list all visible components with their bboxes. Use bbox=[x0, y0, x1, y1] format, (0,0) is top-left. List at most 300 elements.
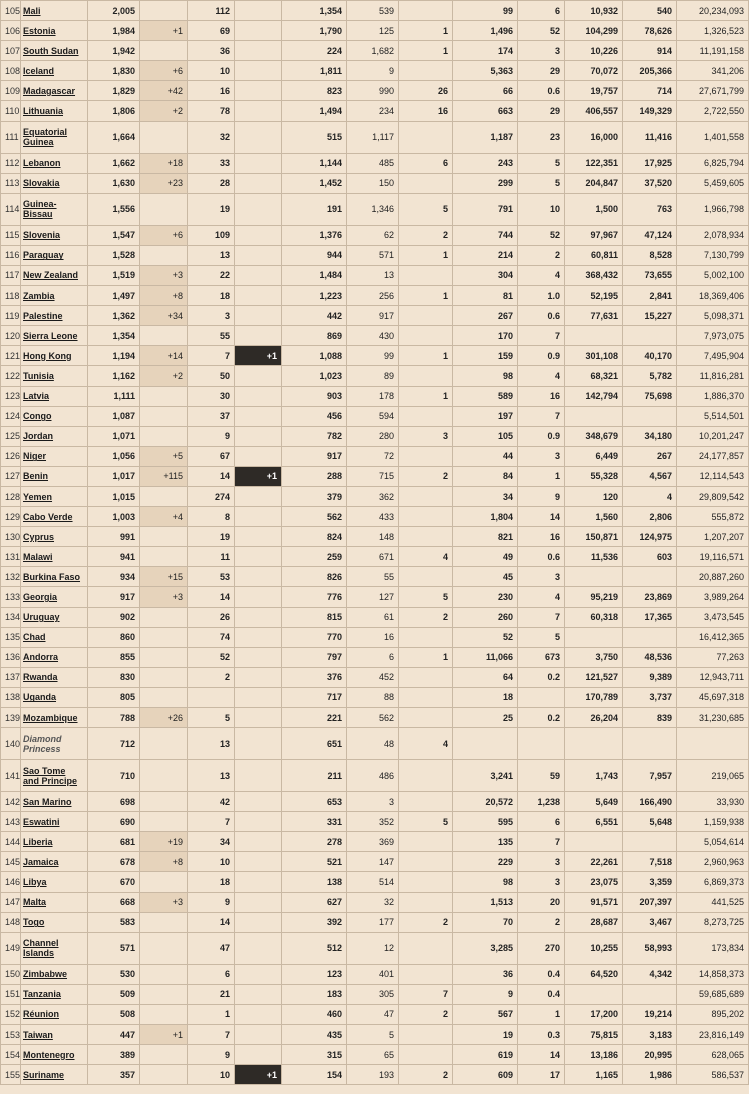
total-cases-cell: 1,830 bbox=[88, 61, 140, 81]
table-row bbox=[1, 872, 749, 892]
active-cases-cell: 433 bbox=[347, 507, 399, 527]
new-cases-cell bbox=[140, 245, 188, 265]
active-cases-cell: 571 bbox=[347, 245, 399, 265]
population-cell: 16,412,365 bbox=[677, 627, 749, 647]
active-cases-cell: 1,346 bbox=[347, 193, 399, 225]
new-cases-cell bbox=[140, 964, 188, 984]
active-cases-cell: 148 bbox=[347, 527, 399, 547]
country-cell bbox=[21, 346, 88, 366]
new-deaths-cell bbox=[235, 760, 282, 792]
tests-per-million-cell: 37,520 bbox=[623, 173, 677, 193]
country-link[interactable]: Palestine bbox=[23, 310, 63, 321]
rank-cell: 123 bbox=[1, 386, 21, 406]
rank-cell: 144 bbox=[1, 832, 21, 852]
new-cases-cell bbox=[140, 326, 188, 346]
tests-per-million-cell: 58,993 bbox=[623, 932, 677, 964]
total-tests-cell: 1,165 bbox=[565, 1065, 623, 1085]
active-cases-cell: 486 bbox=[347, 760, 399, 792]
total-cases-cell: 1,630 bbox=[88, 173, 140, 193]
total-cases-cell: 447 bbox=[88, 1025, 140, 1045]
table-row bbox=[1, 547, 749, 567]
active-cases-cell: 5 bbox=[347, 1025, 399, 1045]
total-tests-cell: 55,328 bbox=[565, 466, 623, 486]
cases-per-million-cell: 567 bbox=[453, 1004, 518, 1024]
total-tests-cell bbox=[565, 832, 623, 852]
country-cell bbox=[21, 567, 88, 587]
cases-per-million-cell: 98 bbox=[453, 366, 518, 386]
total-cases-cell: 1,528 bbox=[88, 245, 140, 265]
total-cases-cell: 1,056 bbox=[88, 446, 140, 466]
country-cell bbox=[21, 587, 88, 607]
tests-per-million-cell: 267 bbox=[623, 446, 677, 466]
rank-cell: 111 bbox=[1, 121, 21, 153]
country-link[interactable]: Libya bbox=[23, 877, 47, 888]
population-cell: 3,473,545 bbox=[677, 607, 749, 627]
country-cell bbox=[21, 41, 88, 61]
total-recovered-cell: 1,223 bbox=[282, 286, 347, 306]
country-link[interactable]: Paraguay bbox=[23, 250, 64, 261]
total-cases-cell: 571 bbox=[88, 932, 140, 964]
total-tests-cell: 68,321 bbox=[565, 366, 623, 386]
total-recovered-cell: 1,376 bbox=[282, 225, 347, 245]
active-cases-cell: 305 bbox=[347, 984, 399, 1004]
country-link[interactable]: Equatorial Guinea bbox=[23, 127, 68, 148]
population-cell: 23,816,149 bbox=[677, 1025, 749, 1045]
tests-per-million-cell bbox=[623, 984, 677, 1004]
population-cell: 7,973,075 bbox=[677, 326, 749, 346]
rank-cell: 117 bbox=[1, 265, 21, 285]
new-cases-cell bbox=[140, 687, 188, 707]
cases-per-million-cell: 20,572 bbox=[453, 792, 518, 812]
country-link[interactable]: Chad bbox=[23, 632, 46, 643]
total-recovered-cell: 717 bbox=[282, 687, 347, 707]
tests-per-million-cell: 3,359 bbox=[623, 872, 677, 892]
active-cases-cell: 280 bbox=[347, 426, 399, 446]
deaths-per-million-cell: 14 bbox=[518, 1045, 565, 1065]
total-deaths-cell: 10 bbox=[188, 852, 235, 872]
country-link[interactable]: Niger bbox=[23, 451, 47, 462]
new-deaths-cell bbox=[235, 426, 282, 446]
total-tests-cell: 1,560 bbox=[565, 507, 623, 527]
country-link[interactable]: Montenegro bbox=[23, 1049, 75, 1060]
cases-per-million-cell: 595 bbox=[453, 812, 518, 832]
new-deaths-cell bbox=[235, 647, 282, 667]
country-cell bbox=[21, 527, 88, 547]
total-recovered-cell: 826 bbox=[282, 567, 347, 587]
country-link[interactable]: Cabo Verde bbox=[23, 511, 73, 522]
new-deaths-cell: +1 bbox=[235, 1065, 282, 1085]
cases-per-million-cell: 230 bbox=[453, 587, 518, 607]
population-cell: 11,816,281 bbox=[677, 366, 749, 386]
total-cases-cell: 678 bbox=[88, 852, 140, 872]
total-deaths-cell: 67 bbox=[188, 446, 235, 466]
cases-per-million-cell: 299 bbox=[453, 173, 518, 193]
rank-cell: 106 bbox=[1, 21, 21, 41]
serious-critical-cell: 1 bbox=[399, 245, 453, 265]
country-link[interactable]: Burkina Faso bbox=[23, 571, 81, 582]
new-cases-cell bbox=[140, 932, 188, 964]
total-recovered-cell: 442 bbox=[282, 306, 347, 326]
population-cell: 586,537 bbox=[677, 1065, 749, 1085]
country-link[interactable]: Sierra Leone bbox=[23, 330, 78, 341]
serious-critical-cell: 26 bbox=[399, 81, 453, 101]
total-cases-cell: 670 bbox=[88, 872, 140, 892]
new-deaths-cell bbox=[235, 984, 282, 1004]
total-cases-cell: 1,662 bbox=[88, 153, 140, 173]
total-deaths-cell: 7 bbox=[188, 812, 235, 832]
country-link[interactable]: Madagascar bbox=[23, 85, 76, 96]
deaths-per-million-cell: 6 bbox=[518, 812, 565, 832]
cases-per-million-cell: 170 bbox=[453, 326, 518, 346]
total-deaths-cell: 50 bbox=[188, 366, 235, 386]
deaths-per-million-cell: 29 bbox=[518, 61, 565, 81]
population-cell: 45,697,318 bbox=[677, 687, 749, 707]
tests-per-million-cell: 40,170 bbox=[623, 346, 677, 366]
country-link[interactable]: South Sudan bbox=[23, 45, 79, 56]
active-cases-cell: 61 bbox=[347, 607, 399, 627]
total-cases-cell: 1,497 bbox=[88, 286, 140, 306]
country-link[interactable]: Mozambique bbox=[23, 712, 78, 723]
active-cases-cell: 147 bbox=[347, 852, 399, 872]
table-row bbox=[1, 607, 749, 627]
serious-critical-cell bbox=[399, 446, 453, 466]
country-link[interactable]: Hong Kong bbox=[23, 350, 72, 361]
table-row bbox=[1, 728, 749, 760]
new-cases-cell bbox=[140, 912, 188, 932]
tests-per-million-cell: 20,995 bbox=[623, 1045, 677, 1065]
country-link[interactable]: Tanzania bbox=[23, 989, 61, 1000]
serious-critical-cell bbox=[399, 173, 453, 193]
country-link[interactable]: Zimbabwe bbox=[23, 969, 68, 980]
table-row bbox=[1, 527, 749, 547]
active-cases-cell: 177 bbox=[347, 912, 399, 932]
total-deaths-cell bbox=[188, 687, 235, 707]
country-cell bbox=[21, 852, 88, 872]
population-cell: 5,459,605 bbox=[677, 173, 749, 193]
country-link[interactable]: Estonia bbox=[23, 25, 56, 36]
total-cases-cell: 357 bbox=[88, 1065, 140, 1085]
country-cell bbox=[21, 486, 88, 506]
new-deaths-cell bbox=[235, 567, 282, 587]
total-cases-cell: 788 bbox=[88, 708, 140, 728]
tests-per-million-cell bbox=[623, 326, 677, 346]
cases-per-million-cell: 267 bbox=[453, 306, 518, 326]
total-recovered-cell: 259 bbox=[282, 547, 347, 567]
cases-per-million-cell: 70 bbox=[453, 912, 518, 932]
active-cases-cell: 32 bbox=[347, 892, 399, 912]
total-cases-cell: 1,017 bbox=[88, 466, 140, 486]
new-cases-cell: +3 bbox=[140, 892, 188, 912]
total-cases-cell: 698 bbox=[88, 792, 140, 812]
country-link[interactable]: Slovakia bbox=[23, 178, 60, 189]
serious-critical-cell bbox=[399, 1045, 453, 1065]
active-cases-cell: 539 bbox=[347, 1, 399, 21]
cases-per-million-cell: 49 bbox=[453, 547, 518, 567]
country-cell bbox=[21, 708, 88, 728]
deaths-per-million-cell: 0.4 bbox=[518, 984, 565, 1004]
table-row bbox=[1, 366, 749, 386]
country-link[interactable]: Liberia bbox=[23, 836, 53, 847]
country-cell: Diamond Princess bbox=[21, 728, 88, 760]
total-tests-cell: 52,195 bbox=[565, 286, 623, 306]
new-cases-cell: +2 bbox=[140, 101, 188, 121]
country-cell bbox=[21, 832, 88, 852]
table-row bbox=[1, 306, 749, 326]
country-link[interactable]: Lebanon bbox=[23, 158, 61, 169]
population-cell: 7,130,799 bbox=[677, 245, 749, 265]
total-tests-cell bbox=[565, 567, 623, 587]
country-link[interactable]: Zambia bbox=[23, 290, 55, 301]
total-cases-cell: 509 bbox=[88, 984, 140, 1004]
serious-critical-cell: 2 bbox=[399, 225, 453, 245]
serious-critical-cell: 1 bbox=[399, 21, 453, 41]
country-link[interactable]: Mali bbox=[23, 5, 41, 16]
new-cases-cell bbox=[140, 792, 188, 812]
new-deaths-cell bbox=[235, 627, 282, 647]
active-cases-cell: 62 bbox=[347, 225, 399, 245]
table-row bbox=[1, 41, 749, 61]
population-cell: 10,201,247 bbox=[677, 426, 749, 446]
deaths-per-million-cell: 4 bbox=[518, 366, 565, 386]
cases-per-million-cell: 45 bbox=[453, 567, 518, 587]
country-link[interactable]: Lithuania bbox=[23, 106, 63, 117]
total-tests-cell: 77,631 bbox=[565, 306, 623, 326]
country-cell bbox=[21, 153, 88, 173]
table-row bbox=[1, 486, 749, 506]
country-link[interactable]: Jordan bbox=[23, 431, 54, 442]
tests-per-million-cell: 17,925 bbox=[623, 153, 677, 173]
serious-critical-cell: 7 bbox=[399, 984, 453, 1004]
population-cell: 3,989,264 bbox=[677, 587, 749, 607]
new-deaths-cell: +1 bbox=[235, 346, 282, 366]
country-link[interactable]: Latvia bbox=[23, 391, 50, 402]
new-cases-cell: +26 bbox=[140, 708, 188, 728]
total-recovered-cell: 138 bbox=[282, 872, 347, 892]
total-tests-cell: 1,743 bbox=[565, 760, 623, 792]
serious-critical-cell: 1 bbox=[399, 647, 453, 667]
new-deaths-cell bbox=[235, 852, 282, 872]
new-cases-cell bbox=[140, 667, 188, 687]
rank-cell: 145 bbox=[1, 852, 21, 872]
tests-per-million-cell bbox=[623, 567, 677, 587]
table-row bbox=[1, 173, 749, 193]
active-cases-cell: 452 bbox=[347, 667, 399, 687]
country-link[interactable]: Iceland bbox=[23, 65, 55, 76]
active-cases-cell: 1,117 bbox=[347, 121, 399, 153]
total-cases-cell: 1,362 bbox=[88, 306, 140, 326]
table-row bbox=[1, 760, 749, 792]
table-row bbox=[1, 265, 749, 285]
serious-critical-cell bbox=[399, 527, 453, 547]
country-cell bbox=[21, 1065, 88, 1085]
total-tests-cell: 70,072 bbox=[565, 61, 623, 81]
total-cases-cell: 1,354 bbox=[88, 326, 140, 346]
country-link[interactable]: Suriname bbox=[23, 1069, 65, 1080]
cases-per-million-cell: 99 bbox=[453, 1, 518, 21]
country-link[interactable]: San Marino bbox=[23, 796, 72, 807]
total-recovered-cell: 782 bbox=[282, 426, 347, 446]
serious-critical-cell bbox=[399, 892, 453, 912]
country-link[interactable]: Jamaica bbox=[23, 856, 59, 867]
table-row bbox=[1, 507, 749, 527]
rank-cell: 119 bbox=[1, 306, 21, 326]
serious-critical-cell: 5 bbox=[399, 587, 453, 607]
total-cases-cell: 508 bbox=[88, 1004, 140, 1024]
country-link[interactable]: Andorra bbox=[23, 652, 59, 663]
serious-critical-cell bbox=[399, 1025, 453, 1045]
total-cases-cell: 712 bbox=[88, 728, 140, 760]
rank-cell: 124 bbox=[1, 406, 21, 426]
total-cases-cell: 830 bbox=[88, 667, 140, 687]
new-deaths-cell bbox=[235, 812, 282, 832]
tests-per-million-cell: 34,180 bbox=[623, 426, 677, 446]
total-recovered-cell: 221 bbox=[282, 708, 347, 728]
total-tests-cell: 6,449 bbox=[565, 446, 623, 466]
active-cases-cell: 48 bbox=[347, 728, 399, 760]
total-deaths-cell: 34 bbox=[188, 832, 235, 852]
tests-per-million-cell: 839 bbox=[623, 708, 677, 728]
total-deaths-cell: 5 bbox=[188, 708, 235, 728]
total-recovered-cell: 331 bbox=[282, 812, 347, 832]
active-cases-cell: 99 bbox=[347, 346, 399, 366]
serious-critical-cell bbox=[399, 306, 453, 326]
tests-per-million-cell: 78,626 bbox=[623, 21, 677, 41]
table-row bbox=[1, 225, 749, 245]
active-cases-cell: 178 bbox=[347, 386, 399, 406]
country-cell bbox=[21, 326, 88, 346]
new-cases-cell bbox=[140, 386, 188, 406]
new-deaths-cell bbox=[235, 121, 282, 153]
table-row bbox=[1, 892, 749, 912]
population-cell: 31,230,685 bbox=[677, 708, 749, 728]
country-link[interactable]: Togo bbox=[23, 917, 45, 928]
total-cases-cell: 1,556 bbox=[88, 193, 140, 225]
new-cases-cell bbox=[140, 984, 188, 1004]
tests-per-million-cell: 166,490 bbox=[623, 792, 677, 812]
country-link[interactable]: Tunisia bbox=[23, 370, 54, 381]
population-cell: 6,869,373 bbox=[677, 872, 749, 892]
total-cases-cell: 1,071 bbox=[88, 426, 140, 446]
total-deaths-cell: 30 bbox=[188, 386, 235, 406]
population-cell: 219,065 bbox=[677, 760, 749, 792]
country-link[interactable]: Rwanda bbox=[23, 672, 58, 683]
new-deaths-cell bbox=[235, 265, 282, 285]
total-recovered-cell: 183 bbox=[282, 984, 347, 1004]
country-link[interactable]: Malawi bbox=[23, 551, 53, 562]
new-deaths-cell bbox=[235, 406, 282, 426]
total-deaths-cell: 69 bbox=[188, 21, 235, 41]
country-link[interactable]: Eswatini bbox=[23, 816, 60, 827]
table-row bbox=[1, 346, 749, 366]
country-link[interactable]: Sao Tome and Principe bbox=[23, 765, 78, 786]
new-cases-cell bbox=[140, 486, 188, 506]
country-link[interactable]: Malta bbox=[23, 897, 47, 908]
total-recovered-cell: 1,144 bbox=[282, 153, 347, 173]
population-cell: 1,159,938 bbox=[677, 812, 749, 832]
new-deaths-cell bbox=[235, 153, 282, 173]
rank-cell: 130 bbox=[1, 527, 21, 547]
country-link[interactable]: Slovenia bbox=[23, 230, 61, 241]
table-row bbox=[1, 932, 749, 964]
country-link[interactable]: Uganda bbox=[23, 692, 57, 703]
country-link[interactable]: Uruguay bbox=[23, 612, 60, 623]
new-deaths-cell bbox=[235, 667, 282, 687]
new-deaths-cell bbox=[235, 101, 282, 121]
total-recovered-cell: 521 bbox=[282, 852, 347, 872]
country-link[interactable]: Guinea-Bissau bbox=[23, 199, 57, 220]
new-cases-cell bbox=[140, 607, 188, 627]
rank-cell: 146 bbox=[1, 872, 21, 892]
cases-per-million-cell: 9 bbox=[453, 984, 518, 1004]
active-cases-cell: 352 bbox=[347, 812, 399, 832]
serious-critical-cell: 4 bbox=[399, 728, 453, 760]
population-cell: 18,369,406 bbox=[677, 286, 749, 306]
deaths-per-million-cell: 0.2 bbox=[518, 667, 565, 687]
cases-per-million-cell: 159 bbox=[453, 346, 518, 366]
rank-cell: 152 bbox=[1, 1004, 21, 1024]
new-cases-cell bbox=[140, 1045, 188, 1065]
total-deaths-cell: 36 bbox=[188, 41, 235, 61]
deaths-per-million-cell: 7 bbox=[518, 406, 565, 426]
serious-critical-cell bbox=[399, 760, 453, 792]
total-deaths-cell: 6 bbox=[188, 964, 235, 984]
population-cell: 341,206 bbox=[677, 61, 749, 81]
table-row bbox=[1, 687, 749, 707]
country-link[interactable]: Georgia bbox=[23, 591, 58, 602]
rank-cell: 154 bbox=[1, 1045, 21, 1065]
population-cell: 19,116,571 bbox=[677, 547, 749, 567]
total-tests-cell: 91,571 bbox=[565, 892, 623, 912]
country-link[interactable]: Channel Islands bbox=[23, 938, 59, 959]
table-row bbox=[1, 984, 749, 1004]
country-link[interactable]: Réunion bbox=[23, 1009, 59, 1020]
total-cases-cell: 1,162 bbox=[88, 366, 140, 386]
new-cases-cell: +15 bbox=[140, 567, 188, 587]
deaths-per-million-cell: 59 bbox=[518, 760, 565, 792]
total-recovered-cell: 562 bbox=[282, 507, 347, 527]
total-deaths-cell: 22 bbox=[188, 265, 235, 285]
deaths-per-million-cell: 673 bbox=[518, 647, 565, 667]
new-cases-cell bbox=[140, 1004, 188, 1024]
country-link[interactable]: New Zealand bbox=[23, 270, 79, 281]
table-row bbox=[1, 912, 749, 932]
serious-critical-cell bbox=[399, 792, 453, 812]
total-recovered-cell: 1,790 bbox=[282, 21, 347, 41]
cases-per-million-cell: 791 bbox=[453, 193, 518, 225]
total-deaths-cell: 11 bbox=[188, 547, 235, 567]
total-tests-cell: 3,750 bbox=[565, 647, 623, 667]
tests-per-million-cell: 603 bbox=[623, 547, 677, 567]
country-link[interactable]: Benin bbox=[23, 471, 49, 482]
total-tests-cell: 5,649 bbox=[565, 792, 623, 812]
rank-cell: 135 bbox=[1, 627, 21, 647]
country-link[interactable]: Congo bbox=[23, 411, 52, 422]
new-deaths-cell bbox=[235, 832, 282, 852]
tests-per-million-cell: 4 bbox=[623, 486, 677, 506]
deaths-per-million-cell: 1 bbox=[518, 466, 565, 486]
new-deaths-cell bbox=[235, 1, 282, 21]
cases-per-million-cell: 81 bbox=[453, 286, 518, 306]
table-row bbox=[1, 708, 749, 728]
deaths-per-million-cell: 20 bbox=[518, 892, 565, 912]
country-link[interactable]: Yemen bbox=[23, 491, 53, 502]
country-link[interactable]: Cyprus bbox=[23, 531, 55, 542]
table-row bbox=[1, 326, 749, 346]
new-deaths-cell bbox=[235, 607, 282, 627]
country-link[interactable]: Taiwan bbox=[23, 1029, 53, 1040]
cases-per-million-cell: 744 bbox=[453, 225, 518, 245]
rank-cell: 148 bbox=[1, 912, 21, 932]
